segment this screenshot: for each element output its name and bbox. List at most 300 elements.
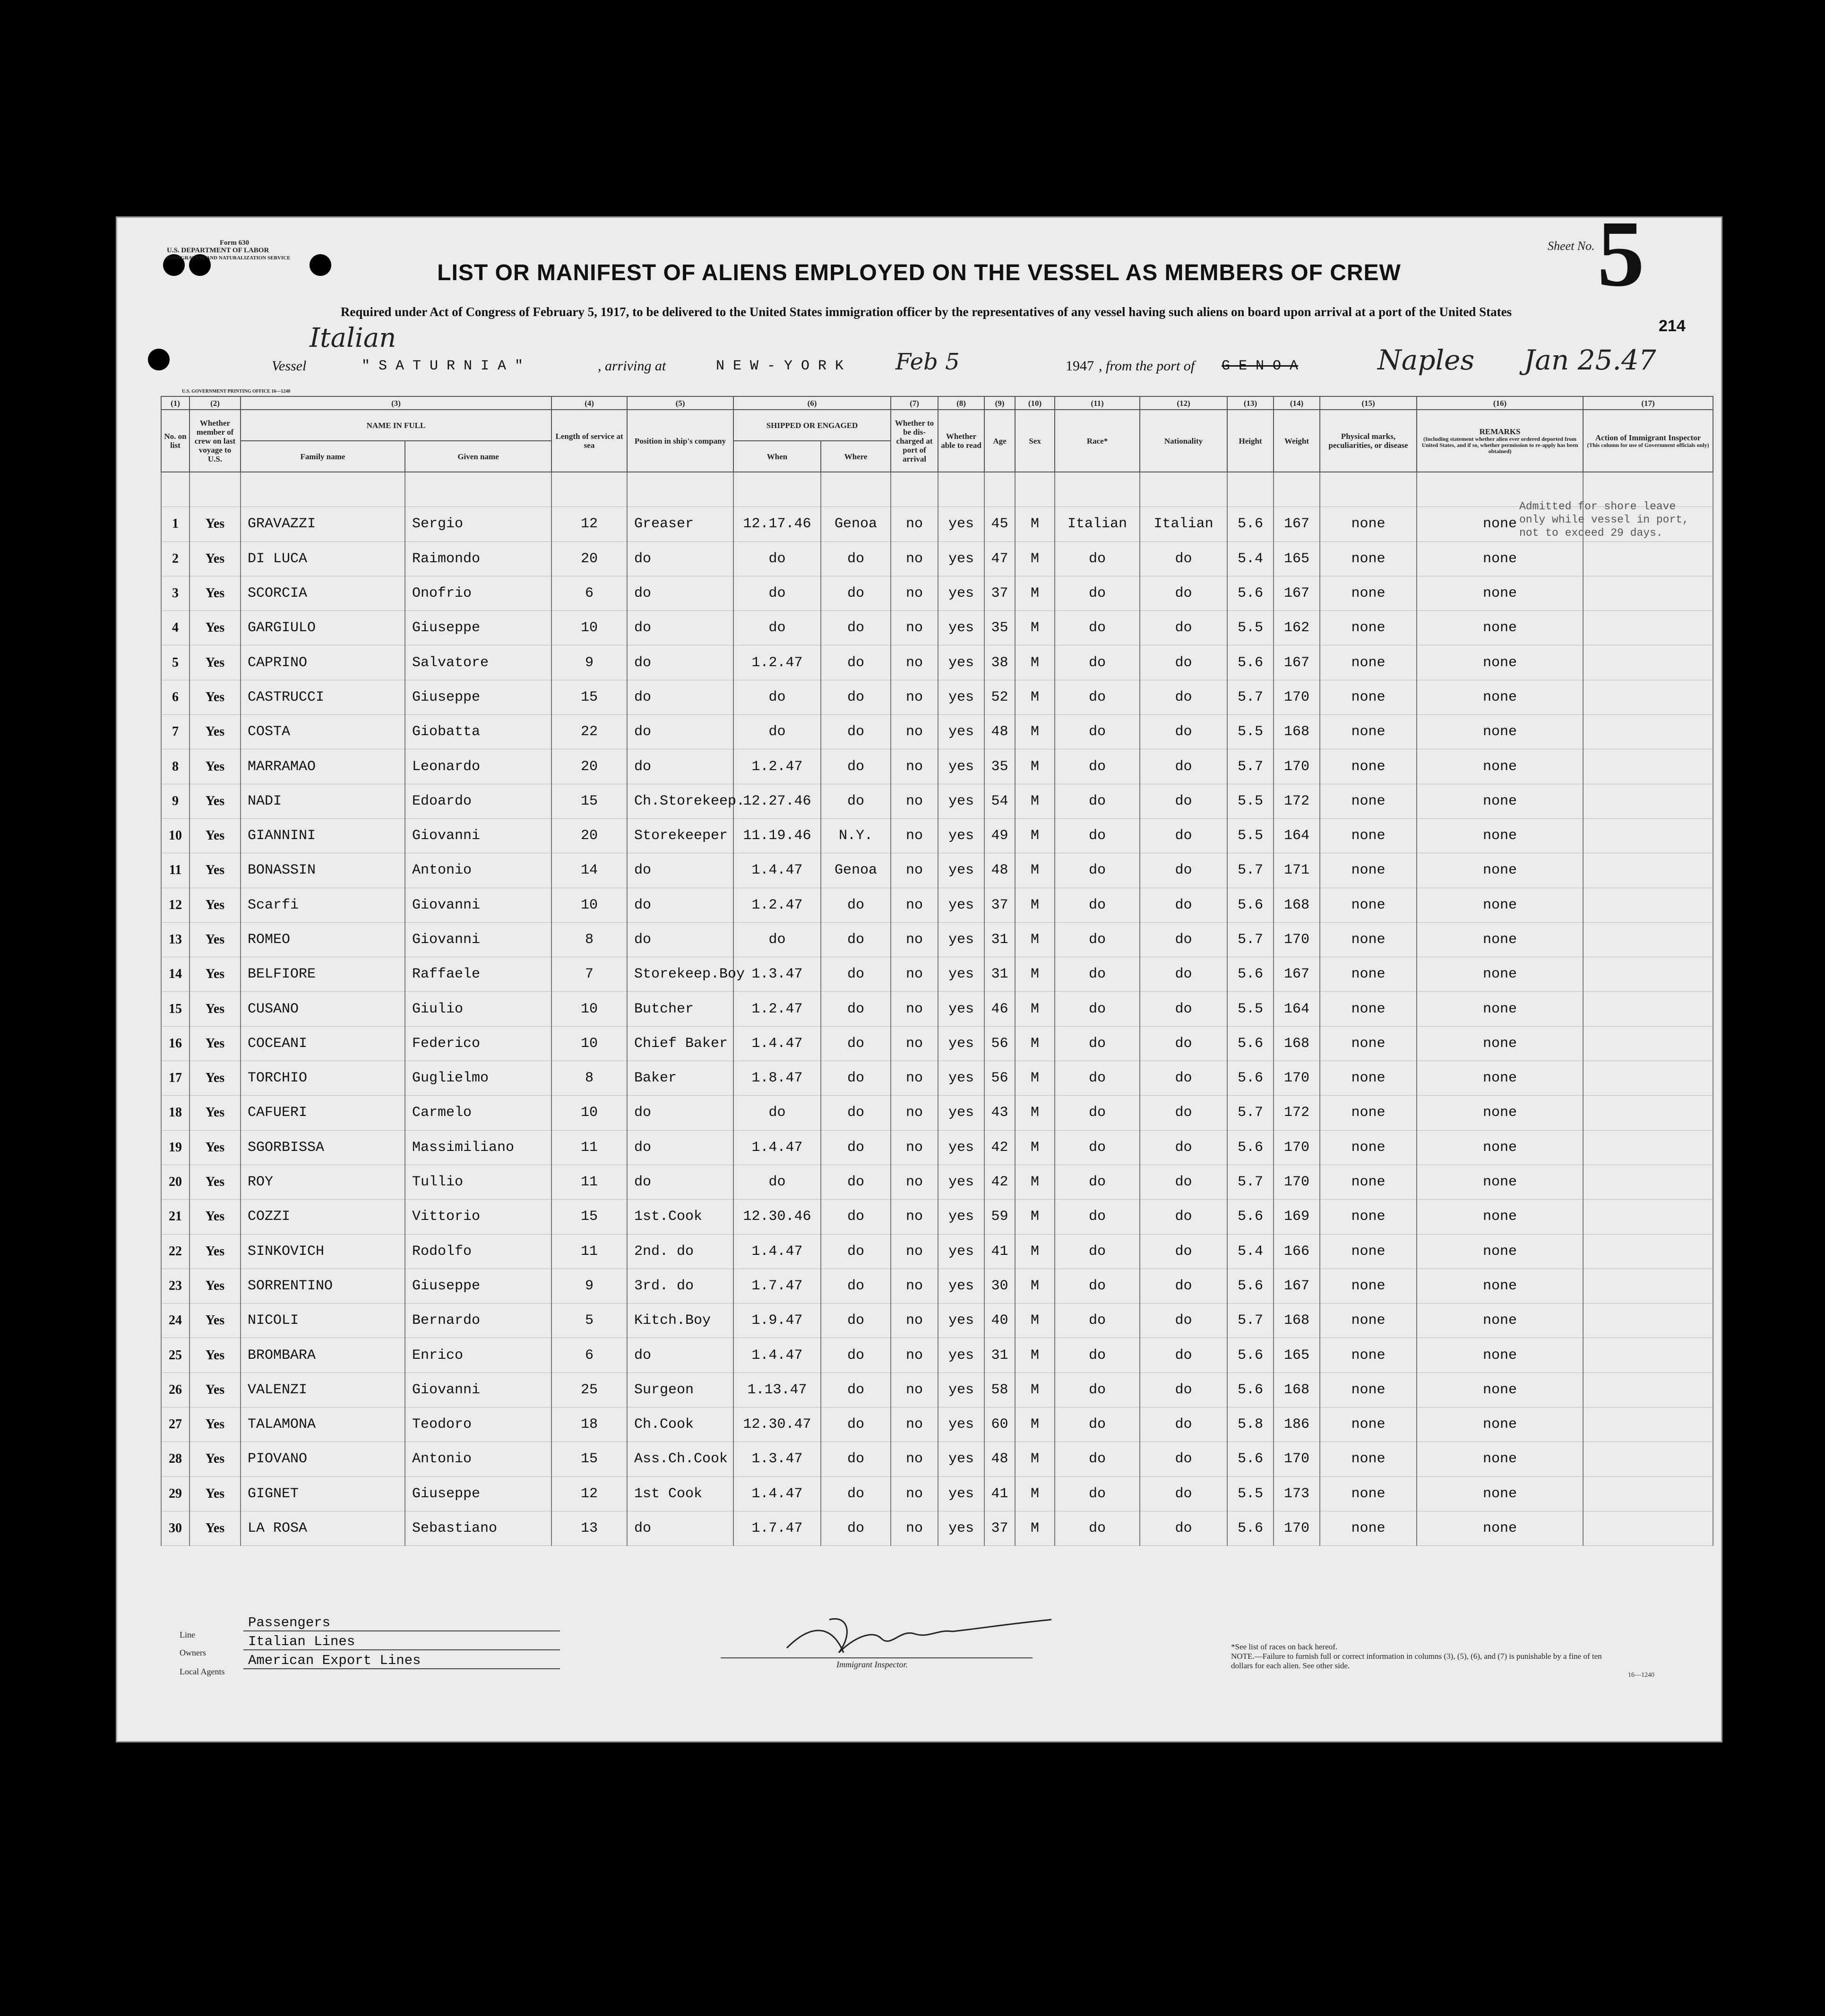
member-last-voyage: Yes xyxy=(189,1407,241,1442)
able-to-read: yes xyxy=(938,1200,984,1234)
engaged-when: do xyxy=(733,922,821,957)
given-name: Sebastiano xyxy=(405,1511,551,1545)
length-of-service: 8 xyxy=(551,922,627,957)
remarks: none xyxy=(1417,1200,1583,1234)
able-to-read: yes xyxy=(938,1165,984,1199)
family-name: TALAMONA xyxy=(241,1407,405,1442)
height: 5.6 xyxy=(1227,1511,1274,1545)
column-number: (15) xyxy=(1320,396,1417,410)
column-number: (6) xyxy=(733,396,891,410)
family-name: LA ROSA xyxy=(241,1511,405,1545)
given-name: Vittorio xyxy=(405,1200,551,1234)
engaged-where: do xyxy=(821,1511,891,1545)
col-header-race: Race* xyxy=(1055,410,1140,472)
engaged-when: 1.3.47 xyxy=(733,1442,821,1476)
ship-position: Ass.Ch.Cook xyxy=(627,1442,733,1476)
age: 31 xyxy=(984,922,1015,957)
weight: 166 xyxy=(1274,1234,1320,1269)
admission-stamp-note: Admitted for shore leave only while vessel in port, not to exceed 29 days. xyxy=(1519,500,1689,539)
height: 5.6 xyxy=(1227,645,1274,680)
able-to-read: yes xyxy=(938,1234,984,1269)
ship-position: 2nd. do xyxy=(627,1234,733,1269)
able-to-read: yes xyxy=(938,645,984,680)
column-number: (4) xyxy=(551,396,627,410)
discharge-status: no xyxy=(891,1476,938,1511)
crew-row xyxy=(161,1407,1713,1442)
able-to-read: yes xyxy=(938,1476,984,1511)
nationality: do xyxy=(1140,992,1227,1026)
length-of-service: 10 xyxy=(551,992,627,1026)
column-number: (11) xyxy=(1055,396,1140,410)
sex: M xyxy=(1015,1407,1055,1442)
remarks: none xyxy=(1417,888,1583,922)
crew-row xyxy=(161,1304,1713,1338)
length-of-service: 11 xyxy=(551,1234,627,1269)
given-name: Giuseppe xyxy=(405,680,551,714)
age: 30 xyxy=(984,1269,1015,1303)
sex: M xyxy=(1015,818,1055,853)
able-to-read: yes xyxy=(938,888,984,922)
member-last-voyage: Yes xyxy=(189,1373,241,1407)
inspector-action xyxy=(1583,957,1713,992)
length-of-service: 15 xyxy=(551,1200,627,1234)
remarks: none xyxy=(1417,784,1583,818)
inspector-action xyxy=(1583,541,1713,576)
inspector-action xyxy=(1583,888,1713,922)
engaged-where: do xyxy=(821,1407,891,1442)
physical-marks: none xyxy=(1320,853,1417,888)
physical-marks: none xyxy=(1320,888,1417,922)
physical-marks: none xyxy=(1320,1269,1417,1303)
race: do xyxy=(1055,853,1140,888)
given-name: Giovanni xyxy=(405,818,551,853)
family-name: BROMBARA xyxy=(241,1338,405,1373)
inspector-action xyxy=(1583,1026,1713,1061)
age: 49 xyxy=(984,818,1015,853)
remarks: none xyxy=(1417,1476,1583,1511)
ship-position: Greaser xyxy=(627,507,733,541)
member-last-voyage: Yes xyxy=(189,1511,241,1545)
length-of-service: 10 xyxy=(551,611,627,645)
member-last-voyage: Yes xyxy=(189,1338,241,1373)
inspector-action xyxy=(1583,1061,1713,1096)
inspector-action xyxy=(1583,611,1713,645)
nationality: do xyxy=(1140,1269,1227,1303)
member-last-voyage: Yes xyxy=(189,576,241,610)
weight: 167 xyxy=(1274,645,1320,680)
length-of-service: 7 xyxy=(551,957,627,992)
discharge-status: no xyxy=(891,992,938,1026)
engaged-where: do xyxy=(821,680,891,714)
remarks: none xyxy=(1417,992,1583,1026)
able-to-read: yes xyxy=(938,680,984,714)
height: 5.6 xyxy=(1227,1026,1274,1061)
action-title: Action of Immigrant Inspector xyxy=(1595,433,1701,442)
given-name: Giobatta xyxy=(405,715,551,749)
family-name: SGORBISSA xyxy=(241,1130,405,1165)
family-name: CAFUERI xyxy=(241,1096,405,1130)
crew-row xyxy=(161,1338,1713,1373)
able-to-read: yes xyxy=(938,1061,984,1096)
family-name: TORCHIO xyxy=(241,1061,405,1096)
crew-row xyxy=(161,576,1713,610)
race: do xyxy=(1055,715,1140,749)
ship-position: 1st Cook xyxy=(627,1476,733,1511)
race: do xyxy=(1055,1476,1140,1511)
sex: M xyxy=(1015,888,1055,922)
given-name: Giuseppe xyxy=(405,611,551,645)
family-name: GIGNET xyxy=(241,1476,405,1511)
inspector-action xyxy=(1583,1200,1713,1234)
remarks: none xyxy=(1417,1165,1583,1199)
discharge-status: no xyxy=(891,645,938,680)
height: 5.7 xyxy=(1227,1304,1274,1338)
crew-row xyxy=(161,507,1713,541)
sex: M xyxy=(1015,1234,1055,1269)
inspector-action xyxy=(1583,1165,1713,1199)
height: 5.6 xyxy=(1227,576,1274,610)
given-name: Giuseppe xyxy=(405,1269,551,1303)
row-number: 16 xyxy=(161,1026,189,1061)
col-header-no: No. on list xyxy=(161,410,189,472)
crew-row xyxy=(161,611,1713,645)
weight: 171 xyxy=(1274,853,1320,888)
weight: 170 xyxy=(1274,1165,1320,1199)
member-last-voyage: Yes xyxy=(189,1061,241,1096)
col-header-discharged: Whether to be dis-charged at port of arrival xyxy=(891,410,938,472)
engaged-where: do xyxy=(821,1026,891,1061)
sex: M xyxy=(1015,1511,1055,1545)
given-name: Giuseppe xyxy=(405,1476,551,1511)
column-number: (2) xyxy=(189,396,241,410)
engaged-where: do xyxy=(821,1442,891,1476)
inspector-label: Immigrant Inspector. xyxy=(836,1660,908,1669)
discharge-status: no xyxy=(891,818,938,853)
crew-manifest-table xyxy=(161,396,1713,1546)
crew-row xyxy=(161,1442,1713,1476)
weight: 168 xyxy=(1274,1304,1320,1338)
weight: 167 xyxy=(1274,1269,1320,1303)
agents-label: Local Agents xyxy=(180,1667,225,1676)
ship-position: do xyxy=(627,749,733,784)
race: do xyxy=(1055,922,1140,957)
remarks: none xyxy=(1417,715,1583,749)
sex: M xyxy=(1015,645,1055,680)
height: 5.7 xyxy=(1227,1096,1274,1130)
crew-row xyxy=(161,1026,1713,1061)
engaged-when: 1.4.47 xyxy=(733,1026,821,1061)
member-last-voyage: Yes xyxy=(189,1304,241,1338)
ship-position: Chief Baker xyxy=(627,1026,733,1061)
age: 47 xyxy=(984,541,1015,576)
ship-position: Ch.Cook xyxy=(627,1407,733,1442)
weight: 172 xyxy=(1274,784,1320,818)
weight: 168 xyxy=(1274,1026,1320,1061)
engaged-where: do xyxy=(821,715,891,749)
nationality: Italian xyxy=(1140,507,1227,541)
nationality: do xyxy=(1140,1026,1227,1061)
family-name: DI LUCA xyxy=(241,541,405,576)
crew-row xyxy=(161,1511,1713,1545)
line-value: Passengers xyxy=(243,1615,560,1631)
nationality: do xyxy=(1140,576,1227,610)
col-header-sex: Sex xyxy=(1015,410,1055,472)
row-number: 5 xyxy=(161,645,189,680)
race: do xyxy=(1055,1269,1140,1303)
nationality: do xyxy=(1140,1165,1227,1199)
form-number: Form 630 xyxy=(220,239,250,247)
races-note: *See list of races on back hereof. xyxy=(1231,1642,1338,1651)
height: 5.6 xyxy=(1227,1373,1274,1407)
printing-office: U.S. GOVERNMENT PRINTING OFFICE 16—1240 xyxy=(182,389,291,394)
arrival-year: 1947 xyxy=(1066,358,1094,374)
engaged-where: do xyxy=(821,992,891,1026)
given-name: Rodolfo xyxy=(405,1234,551,1269)
column-number: (7) xyxy=(891,396,938,410)
able-to-read: yes xyxy=(938,749,984,784)
height: 5.6 xyxy=(1227,888,1274,922)
race: do xyxy=(1055,1165,1140,1199)
height: 5.4 xyxy=(1227,1234,1274,1269)
row-number: 29 xyxy=(161,1476,189,1511)
given-name: Sergio xyxy=(405,507,551,541)
physical-marks: none xyxy=(1320,1338,1417,1373)
row-number: 24 xyxy=(161,1304,189,1338)
weight: 164 xyxy=(1274,992,1320,1026)
sex: M xyxy=(1015,1442,1055,1476)
sheet-code: 214 xyxy=(1659,317,1686,335)
col-header-name: NAME IN FULL xyxy=(241,410,551,441)
discharge-status: no xyxy=(891,957,938,992)
row-number: 1 xyxy=(161,507,189,541)
column-number: (16) xyxy=(1417,396,1583,410)
race: do xyxy=(1055,818,1140,853)
length-of-service: 10 xyxy=(551,1026,627,1061)
height: 5.7 xyxy=(1227,749,1274,784)
member-last-voyage: Yes xyxy=(189,992,241,1026)
agents-value: American Export Lines xyxy=(243,1653,560,1669)
race: do xyxy=(1055,1096,1140,1130)
row-number: 14 xyxy=(161,957,189,992)
able-to-read: yes xyxy=(938,1304,984,1338)
crew-row xyxy=(161,1165,1713,1199)
nationality: do xyxy=(1140,1234,1227,1269)
physical-marks: none xyxy=(1320,1407,1417,1442)
nationality: do xyxy=(1140,888,1227,922)
engaged-when: 1.7.47 xyxy=(733,1269,821,1303)
physical-marks: none xyxy=(1320,715,1417,749)
engaged-when: 1.2.47 xyxy=(733,888,821,922)
ship-position: Storekeep.Boy xyxy=(627,957,733,992)
member-last-voyage: Yes xyxy=(189,1165,241,1199)
length-of-service: 6 xyxy=(551,1338,627,1373)
discharge-status: no xyxy=(891,1373,938,1407)
ship-position: do xyxy=(627,680,733,714)
race: do xyxy=(1055,992,1140,1026)
row-number: 9 xyxy=(161,784,189,818)
family-name: CAPRINO xyxy=(241,645,405,680)
length-of-service: 14 xyxy=(551,853,627,888)
nationality: do xyxy=(1140,1200,1227,1234)
sex: M xyxy=(1015,922,1055,957)
remarks: none xyxy=(1417,1269,1583,1303)
weight: 167 xyxy=(1274,957,1320,992)
length-of-service: 8 xyxy=(551,1061,627,1096)
inspector-action xyxy=(1583,1373,1713,1407)
family-name: VALENZI xyxy=(241,1373,405,1407)
engaged-where: do xyxy=(821,784,891,818)
family-name: COZZI xyxy=(241,1200,405,1234)
engaged-when: 12.17.46 xyxy=(733,507,821,541)
age: 48 xyxy=(984,715,1015,749)
department-name: U.S. DEPARTMENT OF LABOR xyxy=(167,247,269,254)
blank-row xyxy=(161,472,1713,507)
column-number: (5) xyxy=(627,396,733,410)
row-number: 4 xyxy=(161,611,189,645)
engaged-where: do xyxy=(821,957,891,992)
member-last-voyage: Yes xyxy=(189,888,241,922)
vessel-name: " S A T U R N I A " xyxy=(362,358,524,374)
weight: 165 xyxy=(1274,1338,1320,1373)
remarks: none xyxy=(1417,1511,1583,1545)
sex: M xyxy=(1015,957,1055,992)
column-header-row xyxy=(161,410,1713,441)
weight: 169 xyxy=(1274,1200,1320,1234)
row-number: 19 xyxy=(161,1130,189,1165)
member-last-voyage: Yes xyxy=(189,1096,241,1130)
row-number: 22 xyxy=(161,1234,189,1269)
from-label: , from the port of xyxy=(1099,358,1195,374)
inspector-action xyxy=(1583,1476,1713,1511)
row-number: 25 xyxy=(161,1338,189,1373)
penalty-note: NOTE.—Failure to furnish full or correct information in columns (3), (5), (6), and (7) is punishable by a fine of ten dollars for each alien. See other side. xyxy=(1231,1652,1602,1670)
service-name: IMMIGRATION AND NATURALIZATION SERVICE xyxy=(167,255,291,261)
row-number: 20 xyxy=(161,1165,189,1199)
inspector-action xyxy=(1583,1096,1713,1130)
nationality: do xyxy=(1140,645,1227,680)
sex: M xyxy=(1015,715,1055,749)
sex: M xyxy=(1015,1200,1055,1234)
race: do xyxy=(1055,1373,1140,1407)
height: 5.6 xyxy=(1227,507,1274,541)
form-code: 16—1240 xyxy=(1628,1672,1654,1679)
sex: M xyxy=(1015,784,1055,818)
race: do xyxy=(1055,1338,1140,1373)
able-to-read: yes xyxy=(938,576,984,610)
sex: M xyxy=(1015,541,1055,576)
member-last-voyage: Yes xyxy=(189,1200,241,1234)
column-number: (8) xyxy=(938,396,984,410)
engaged-when: do xyxy=(733,541,821,576)
crew-row xyxy=(161,992,1713,1026)
inspector-action xyxy=(1583,784,1713,818)
crew-row xyxy=(161,1096,1713,1130)
physical-marks: none xyxy=(1320,1026,1417,1061)
race: do xyxy=(1055,1407,1140,1442)
row-number: 10 xyxy=(161,818,189,853)
weight: 170 xyxy=(1274,1130,1320,1165)
crew-row xyxy=(161,541,1713,576)
nationality: do xyxy=(1140,1096,1227,1130)
inspector-action xyxy=(1583,922,1713,957)
crew-row xyxy=(161,715,1713,749)
able-to-read: yes xyxy=(938,611,984,645)
ship-position: Butcher xyxy=(627,992,733,1026)
race: do xyxy=(1055,1200,1140,1234)
given-name: Giovanni xyxy=(405,888,551,922)
engaged-when: 12.27.46 xyxy=(733,784,821,818)
physical-marks: none xyxy=(1320,1511,1417,1545)
crew-row xyxy=(161,1476,1713,1511)
discharge-status: no xyxy=(891,1165,938,1199)
height: 5.6 xyxy=(1227,1130,1274,1165)
physical-marks: none xyxy=(1320,507,1417,541)
family-name: Scarfi xyxy=(241,888,405,922)
engaged-where: do xyxy=(821,1304,891,1338)
engaged-when: 12.30.47 xyxy=(733,1407,821,1442)
given-name: Leonardo xyxy=(405,749,551,784)
age: 37 xyxy=(984,888,1015,922)
engaged-where: do xyxy=(821,1096,891,1130)
remarks: none xyxy=(1417,1234,1583,1269)
physical-marks: none xyxy=(1320,749,1417,784)
ship-position: Baker xyxy=(627,1061,733,1096)
able-to-read: yes xyxy=(938,1442,984,1476)
nationality: do xyxy=(1140,749,1227,784)
sex: M xyxy=(1015,1373,1055,1407)
engaged-when: do xyxy=(733,576,821,610)
discharge-status: no xyxy=(891,784,938,818)
nationality: do xyxy=(1140,1476,1227,1511)
engaged-when: 1.3.47 xyxy=(733,957,821,992)
age: 54 xyxy=(984,784,1015,818)
able-to-read: yes xyxy=(938,853,984,888)
age: 48 xyxy=(984,1442,1015,1476)
engaged-when: 1.2.47 xyxy=(733,645,821,680)
length-of-service: 20 xyxy=(551,541,627,576)
race: do xyxy=(1055,1061,1140,1096)
remarks: none xyxy=(1417,645,1583,680)
engaged-where: do xyxy=(821,1165,891,1199)
given-name: Raimondo xyxy=(405,541,551,576)
row-number: 8 xyxy=(161,749,189,784)
given-name: Giovanni xyxy=(405,1373,551,1407)
physical-marks: none xyxy=(1320,1373,1417,1407)
height: 5.6 xyxy=(1227,957,1274,992)
inspector-action xyxy=(1583,576,1713,610)
ship-position: 3rd. do xyxy=(627,1269,733,1303)
arriving-label: , arriving at xyxy=(598,358,666,374)
family-name: BONASSIN xyxy=(241,853,405,888)
able-to-read: yes xyxy=(938,1026,984,1061)
length-of-service: 12 xyxy=(551,1476,627,1511)
owners-label: Owners xyxy=(180,1648,206,1657)
ship-position: do xyxy=(627,1096,733,1130)
col-header-given: Given name xyxy=(405,441,551,472)
remarks: none xyxy=(1417,853,1583,888)
remarks: none xyxy=(1417,749,1583,784)
age: 37 xyxy=(984,1511,1015,1545)
nationality: do xyxy=(1140,541,1227,576)
row-number: 17 xyxy=(161,1061,189,1096)
able-to-read: yes xyxy=(938,784,984,818)
height: 5.6 xyxy=(1227,1269,1274,1303)
column-number: (17) xyxy=(1583,396,1713,410)
engaged-when: 1.4.47 xyxy=(733,1476,821,1511)
age: 43 xyxy=(984,1096,1015,1130)
weight: 168 xyxy=(1274,715,1320,749)
weight: 165 xyxy=(1274,541,1320,576)
